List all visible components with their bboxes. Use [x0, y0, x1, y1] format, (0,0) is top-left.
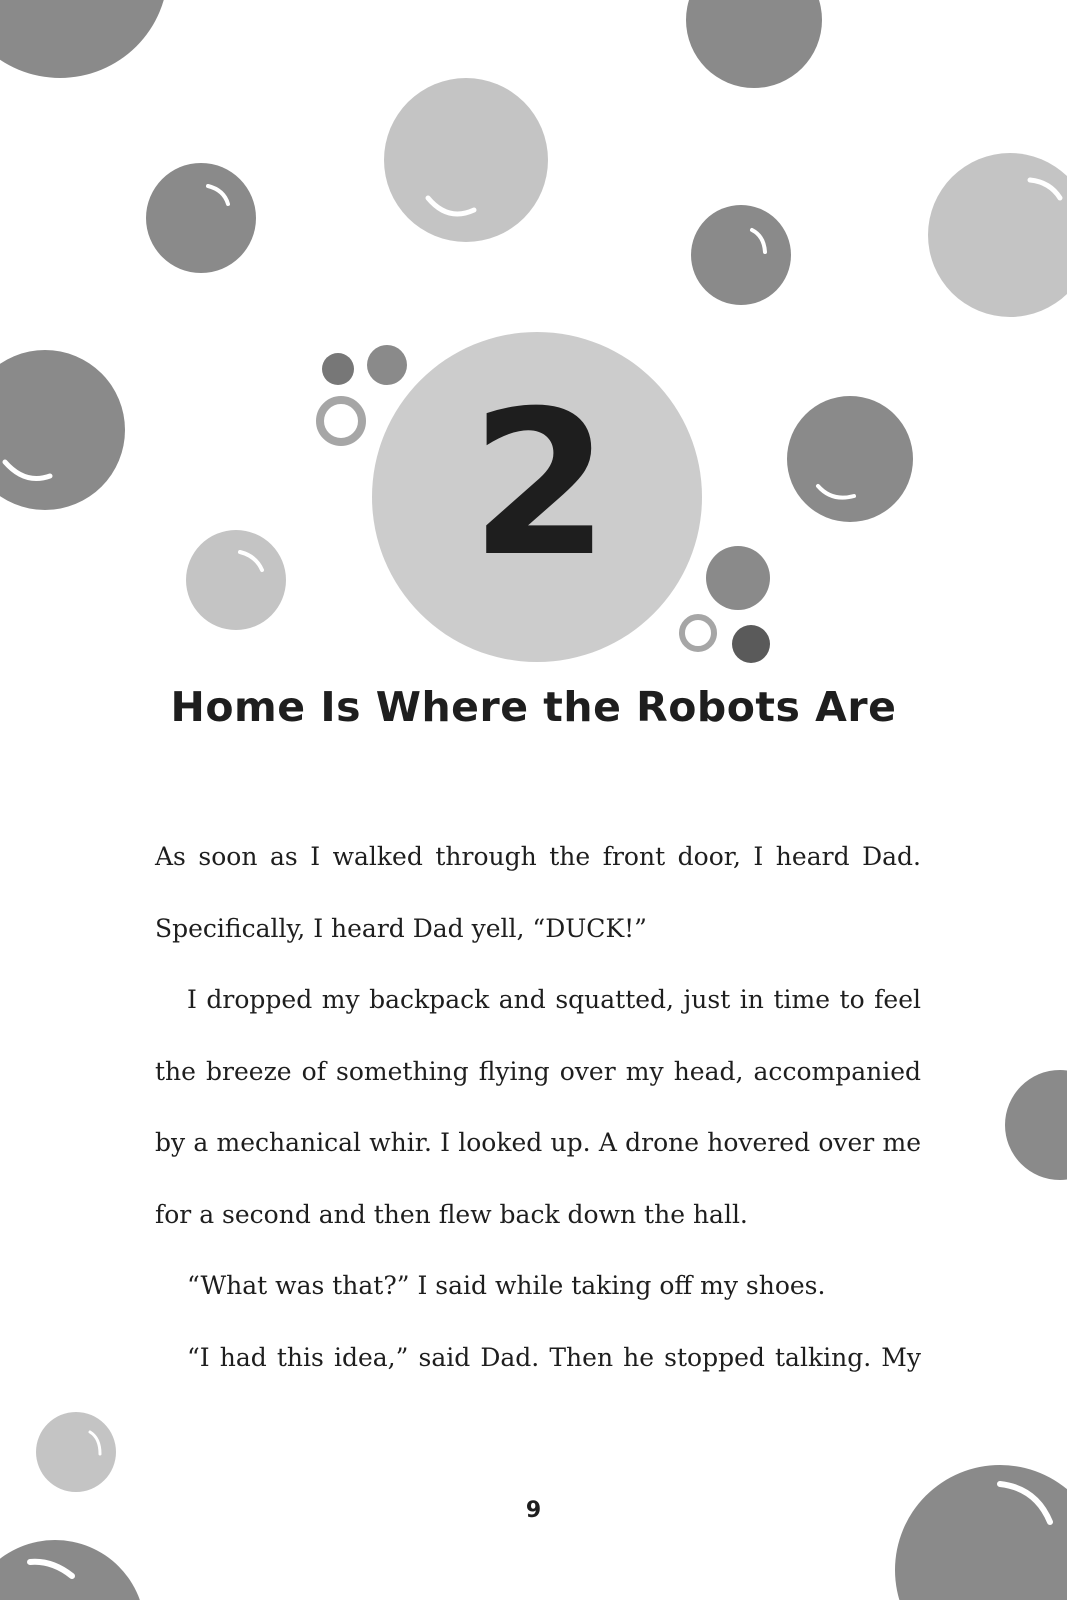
bubble-bottom-left	[0, 1540, 145, 1600]
bubble-light-left	[186, 530, 286, 630]
ring-small-2	[682, 617, 714, 649]
body-line: “What was that?” I said while taking off my shoes.	[187, 1271, 826, 1300]
bubble-dark-right	[691, 205, 791, 305]
dot-small-4	[732, 625, 770, 663]
dot-small-3	[706, 546, 770, 610]
bubble-dark-mid-right	[787, 396, 913, 522]
bubble-dark-left	[146, 163, 256, 273]
bubble-top-left	[0, 0, 168, 78]
body-line: I dropped my backpack and squatted, just in time to feel	[187, 985, 921, 1014]
bubble-light-large	[384, 78, 548, 242]
bubble-light-bottom-left	[36, 1412, 116, 1492]
ring-small-1	[320, 400, 362, 442]
body-line: As soon as I walked through the front door, I heard Dad.	[155, 842, 921, 871]
bubble-left-edge	[0, 350, 125, 510]
bubble-right-edge	[1005, 1070, 1067, 1180]
bubble-light-far-right	[928, 153, 1067, 317]
body-line: “I had this idea,” said Dad. Then he stopped talking. My	[187, 1342, 921, 1372]
page-number: 9	[525, 1498, 542, 1523]
body-line: Specifically, I heard Dad yell, “DUCK!”	[155, 913, 647, 943]
dot-small-1	[322, 353, 354, 385]
chapter-number: 2	[470, 368, 610, 601]
body-text	[155, 842, 921, 1414]
body-line: by a mechanical whir. I looked up. A drone hovered over me	[155, 1128, 921, 1157]
dot-small-2	[367, 345, 407, 385]
bubble-top-center	[686, 0, 822, 88]
chapter-title: Home Is Where the Robots Are	[170, 683, 897, 731]
body-line: the breeze of something flying over my head, accompanied	[155, 1056, 921, 1086]
body-line: for a second and then flew back down the hall.	[155, 1199, 748, 1229]
bubble-bottom-right	[895, 1465, 1067, 1600]
